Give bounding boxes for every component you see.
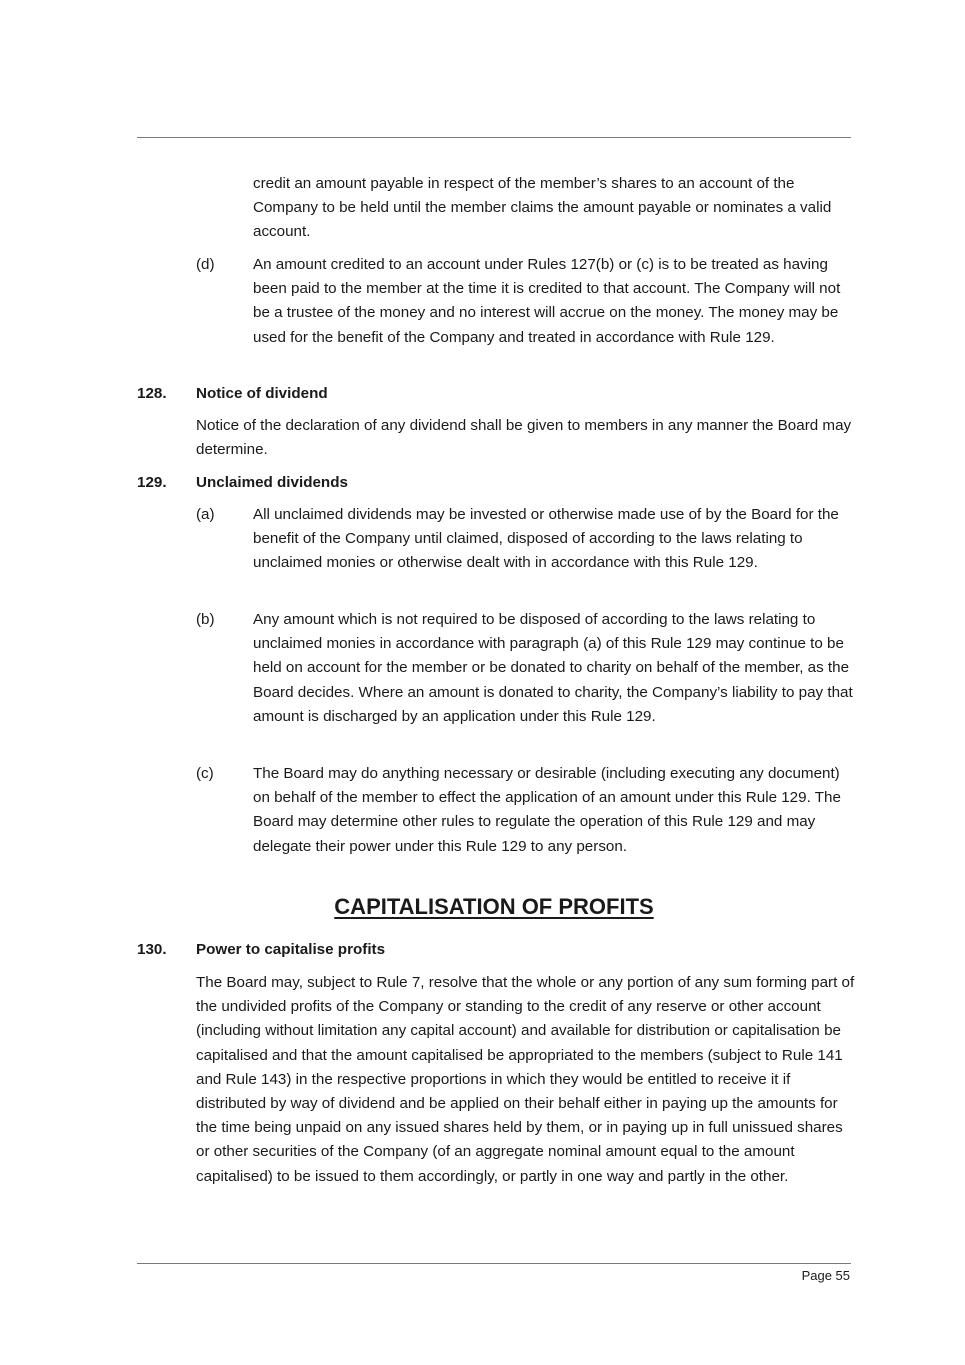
rule-text-130: The Board may, subject to Rule 7, resolve that the whole or any portion of any sum forming part of the undivided profits of the Company or standing to the credit of any reserve or other account (including without limitation any capital account) and available for distribution or capitalisation be capitalised and that the amount capitalised be appropriated to the members (subject to Rule 141 and Rule 143) in the respective proportions in which they would be entitled to receive it if distributed by way of dividend and be applied on their behalf either in paying up the amounts for the time being unpaid on any issued shares held by them, or in paying up in full unissued shares or other securities of the Company (of an aggregate nominal amount equal to the amount capitalised) to be issued to them accordingly, or partly in one way and partly in the other.	[196, 974, 855, 1185]
rule-number-129: 129.	[137, 474, 167, 491]
item-text-127d: An amount credited to an account under Rules 127(b) or (c) is to be treated as having been paid to the member at the time it is credited to that account. The Company will not be a trustee of the money and no interest will accrue on the money. The money may be used for the benefit of the Company and treated in accordance with Rule 129.	[253, 256, 841, 346]
item-label-129c: (c)	[196, 765, 214, 782]
rule-title-130: Power to capitalise profits	[196, 941, 386, 958]
page-number: Page 55	[801, 1268, 850, 1283]
header-rule	[137, 137, 851, 138]
item-label-129b: (b)	[196, 611, 215, 628]
rule-title-129: Unclaimed dividends	[196, 474, 348, 491]
footer-rule	[137, 1263, 851, 1264]
item-label-127d: (d)	[196, 256, 215, 273]
section-heading: CAPITALISATION OF PROFITS	[334, 894, 654, 919]
rule-number-128: 128.	[137, 385, 167, 402]
item-text-129c: The Board may do anything necessary or desirable (including executing any document) on behalf of the member to effect the application of an amount under this Rule 129. The Board may determine other rules to regulate the operation of this Rule 129 and may delegate their power under this Rule 129 to any person.	[253, 765, 841, 855]
rule-number-130: 130.	[137, 941, 167, 958]
rule-text-128: Notice of the declaration of any dividend shall be given to members in any manner the Board may determine.	[196, 417, 852, 459]
rule-title-128: Notice of dividend	[196, 385, 328, 402]
item-text-129a: All unclaimed dividends may be invested or otherwise made use of by the Board for the benefit of the Company until claimed, disposed of according to the laws relating to unclaimed monies or otherwise dealt with in accordance with this Rule 129.	[253, 506, 839, 572]
item-label-129a: (a)	[196, 506, 215, 523]
item-text-129b: Any amount which is not required to be disposed of according to the laws relating to unclaimed monies in accordance with paragraph (a) of this Rule 129 may continue to be held on account for the member or be donated to charity on behalf of the member, as the Board decides. Where an amount is donated to charity, the Company’s liability to pay that amount is discharged by an application under this Rule 129.	[253, 611, 853, 725]
continued-paragraph: credit an amount payable in respect of the member’s shares to an account of the Company to be held until the member claims the amount payable or nominates a valid account.	[253, 175, 832, 241]
